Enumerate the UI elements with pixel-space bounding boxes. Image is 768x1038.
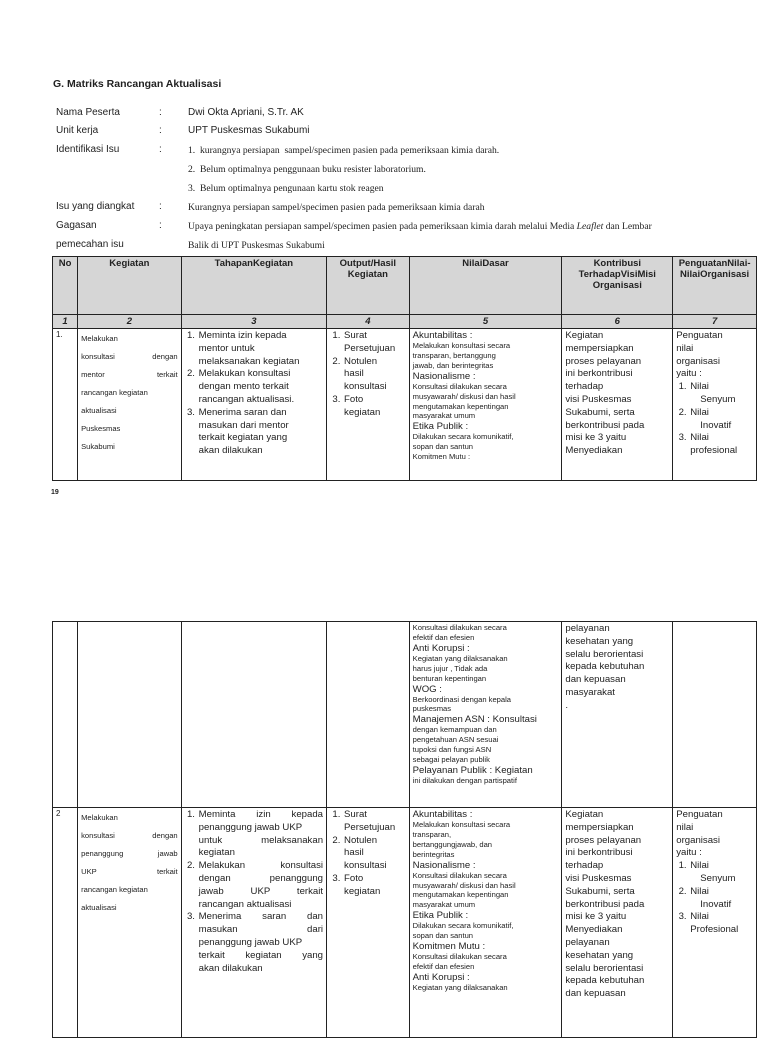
gagasan-label-2: pemecahan isu [56,239,124,250]
kegiatan-cell: Melakukan konsultasi dengan mentor terkait rancangan kegiatan aktualisasi Puskesmas Sukabumi [78,329,182,481]
matrix-table-page2 [52,621,757,1038]
table-row [53,329,757,481]
kegiatan-cell: Melakukan konsultasi dengan penanggung jawab UKP terkait rancangan kegiatan aktualisasi [78,808,182,1038]
penguatan-cell: Penguatan nilai organisasi yaitu : 1. Nilai Senyum 2. Nilai Inovatif 3. Nilai profesional [673,329,757,481]
isu-item-2: 2. Belum optimalnya penggunaan buku resister laboratorium. [188,164,426,175]
kontribusi-cell: Kegiatan mempersiapkan proses pelayanan ini berkontribusi terhadap visi Puskesmas Sukabumi, serta berkontribusi pada misi ke 3 yaitu Menyediakan [562,329,673,481]
nilai-cell: Konsultasi dilakukan secara efektif dan efesien Anti Korupsi : Kegiatan yang dilaksanakan harus jujur , Tidak ada benturan kepentingan WOG : Berkoordinasi dengan kepala puskesmas Manajemen ASN : Konsultasi dengan kemampuan dan pengetahuan ASN sesuai tupoksi dan fungsi ASN sebagai pelayan publik Pelayanan Publik : Kegiatan ini dilakukan dengan partispatif [409,622,562,808]
kegiatan-cell [78,622,182,808]
output-cell: 1. Surat Persetujuan 2. Notulen hasil konsultasi 3. Foto kegiatan [327,808,410,1038]
table-row [53,622,757,808]
nilai-cell: Akuntabilitas : Melakukan konsultasi secara transparan, bertanggung jawab, dan berintegritas Nasionalisme : Konsultasi dilakukan secara musyawarah/ diskusi dan hasil mengutamakan kepentingan masyarakat umum Etika Publik : Dilakukan secara komunikatif, sopan dan santun Komitmen Mutu : [409,329,562,481]
diangkat-value: Kurangnya persiapan sampel/specimen pasien pada pemeriksaan kimia darah [188,202,485,213]
col-number: 6 [562,315,673,329]
row-number [53,622,78,808]
nilai-cell: Akuntabilitas : Melakukan konsultasi secara transparan, bertanggungjawab, dan berintegritas Nasionalisme : Konsultasi dilakukan secara musyawarah/ diskusi dan hasil mengutamakan kepentingan masyarakat umum Etika Publik : Dilakukan secara komunikatif, sopan dan santun Komitmen Mutu : Konsultasi dilakukan secara efektif dan efesien Anti Korupsi : Kegiatan yang dilaksanakan [409,808,562,1038]
nama-label: Nama Peserta [56,107,120,118]
col-number: 2 [78,315,182,329]
page-number: 19 [51,489,59,496]
penguatan-cell: Penguatan nilai organisasi yaitu : 1. Nilai Senyum 2. Nilai Inovatif 3. Nilai Profesional [673,808,757,1038]
tahapan-cell [181,622,326,808]
row-number: 2 [53,808,78,1038]
colon: : [159,220,162,231]
unit-label: Unit kerja [56,125,99,136]
col-number: 5 [409,315,562,329]
tahapan-cell: 1. Meminta izin kepada penanggung jawab UKP untuk melaksanakan kegiatan 2. Melakukan konsultasi dengan penanggung jawab UKP terkait rancangan aktualisasi 3. Menerima saran dan masukan dari penanggung jawab UKP terkait kegiatan yang akan dilakukan [181,808,326,1038]
header-output: Output/Hasil Kegiatan [327,257,410,315]
kontribusi-cell: Kegiatan mempersiapkan proses pelayanan ini berkontribusi terhadap visi Puskesmas Sukabumi, serta berkontribusi pada misi ke 3 yaitu Menyediakan pelayanan kesehatan yang selalu berorientasi kepada kebutuhan dan kepuasan [562,808,673,1038]
kontribusi-cell: pelayanan kesehatan yang selalu berorientasi kepada kebutuhan dan kepuasan masyarakat . [562,622,673,808]
isu-item-3: 3. Belum optimalnya pengunaan kartu stok reagen [188,183,384,194]
diangkat-label: Isu yang diangkat [56,201,135,212]
penguatan-cell [673,622,757,808]
colon: : [159,201,162,212]
col-number: 3 [181,315,326,329]
header-no: No [53,257,78,315]
gagasan-value-2: Balik di UPT Puskesmas Sukabumi [188,240,325,251]
header-kontribusi: Kontribusi TerhadapVisiMisi Organisasi [562,257,673,315]
colon: : [159,144,162,155]
row-number: 1. [53,329,78,481]
tahapan-cell: 1. Meminta izin kepada mentor untuk melaksanakan kegiatan 2. Melakukan konsultasi dengan mento terkait rancangan aktualisasi. 3. Menerima saran dan masukan dari mentor terkait kegiatan yang akan dilakukan [181,329,326,481]
unit-value: UPT Puskesmas Sukabumi [188,125,310,136]
gagasan-value: Upaya peningkatan persiapan sampel/specimen pasien pada pemeriksaan kimia darah melalui Media Leaflet dan Lembar [188,221,652,232]
nama-value: Dwi Okta Apriani, S.Tr. AK [188,107,304,118]
header-nilai: NilaiDasar [409,257,562,315]
header-tahapan: TahapanKegiatan [181,257,326,315]
col-number: 4 [327,315,410,329]
isu-label: Identifikasi Isu [56,144,120,155]
colon: : [159,107,162,118]
matrix-table-page1 [52,256,757,481]
section-title: G. Matriks Rancangan Aktualisasi [53,78,222,90]
isu-item-1: 1. kurangnya persiapan sampel/specimen pasien pada pemeriksaan kimia darah. [188,145,500,156]
col-number: 1 [53,315,78,329]
col-number: 7 [673,315,757,329]
gagasan-label: Gagasan [56,220,97,231]
output-cell [327,622,410,808]
table-row [53,808,757,1038]
header-kegiatan: Kegiatan [78,257,182,315]
output-cell: 1. Surat Persetujuan 2. Notulen hasil konsultasi 3. Foto kegiatan [327,329,410,481]
colon: : [159,125,162,136]
header-penguatan: PenguatanNilai-NilaiOrganisasi [673,257,757,315]
